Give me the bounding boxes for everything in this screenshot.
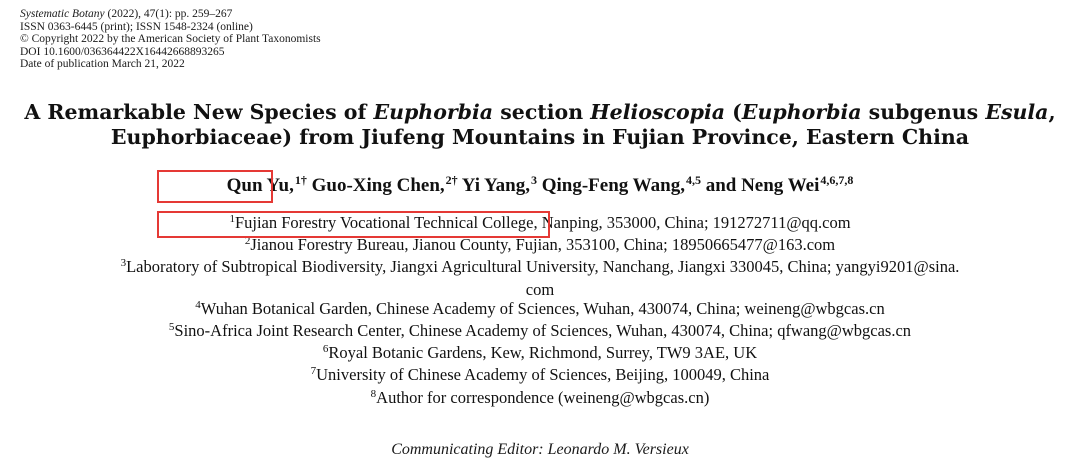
- affiliation-item: $^1$Fujian Forestry Vocational Technical College, Nanping, 353000, China; 191272711@qq.com: [229, 213, 851, 232]
- affiliation-item: $^7$University of Chinese Academy of Sciences, Beijing, 100049, China: [310, 365, 770, 385]
- citation-details: (2022), 47(1): pp. 259–267: [104, 8, 233, 20]
- highlighted-affiliation: Fujian Forestry Vocational Technical College,: [234, 213, 538, 232]
- author: and Neng Wei$^{4,6,7,8}$: [705, 173, 854, 196]
- author: Qing-Feng Wang,$^{4,5}$: [541, 173, 701, 196]
- affiliation-item: $^5$Sino-Africa Joint Research Center, Chinese Academy of Sciences, Wuhan, 430074, China; qfwang@wbgcas.cn: [168, 321, 912, 341]
- author-affiliation-ref: 3: [530, 173, 537, 187]
- author: Guo-Xing Chen,$^{2\dagger}$: [311, 173, 458, 196]
- author-affiliation-ref: 4,6,7,8: [820, 173, 854, 187]
- affiliation-item: $^3$Laboratory of Subtropical Biodiversity, Jiangxi Agricultural University, Nanchang, Jiangxi 330045, China; yangyi9201@sina.: [120, 257, 960, 277]
- affiliation-item: $^2$Jianou Forestry Bureau, Jianou County, Fujian, 353100, China; 18950665477@163.com: [244, 235, 836, 255]
- author-affiliation-ref: 1†: [294, 173, 307, 187]
- title-line-1: A Remarkable New Species of Euphorbia section Helioscopia (Euphorbia subgenus Esula,: [24, 100, 1056, 124]
- communicating-editor: Communicating Editor: Leonardo M. Versieux: [391, 441, 689, 458]
- author: Yi Yang,$^3$: [461, 173, 537, 196]
- author: Qun Yu,$^{1\dagger}$: [226, 173, 307, 196]
- issn: ISSN 0363-6445 (print); ISSN 1548-2324 (online): [20, 20, 253, 33]
- publication-date: Date of publication March 21, 2022: [20, 58, 185, 71]
- journal-name: Systematic Botany: [20, 8, 105, 20]
- author-affiliation-ref: 4,5: [685, 173, 701, 187]
- affiliation-item: $^4$Wuhan Botanical Garden, Chinese Academy of Sciences, Wuhan, 430074, China; weineng@wbgcas.cn: [195, 298, 885, 318]
- copyright: © Copyright 2022 by the American Society of Plant Taxonomists: [20, 33, 321, 46]
- affiliation-item: $^6$Royal Botanic Gardens, Kew, Richmond, Surrey, TW9 3AE, UK: [322, 343, 758, 363]
- affiliation-highlight-box: [157, 211, 550, 238]
- affiliation-item-continued: com: [525, 279, 555, 299]
- article-metadata: [20, 8, 321, 71]
- author-affiliation-ref: 2†: [445, 173, 458, 187]
- journal-citation: [20, 8, 321, 21]
- title-line-2: Euphorbiaceae) from Jiufeng Mountains in Fujian Province, Eastern China: [110, 125, 970, 149]
- correspondence-note: $^8$Author for correspondence (weineng@wbgcas.cn): [370, 387, 710, 407]
- doi: DOI 10.1600/036364422X16442668893265: [20, 45, 225, 58]
- article-title: [0, 100, 1080, 150]
- affiliation-list: [0, 213, 1080, 410]
- author-highlight-box: [157, 170, 273, 203]
